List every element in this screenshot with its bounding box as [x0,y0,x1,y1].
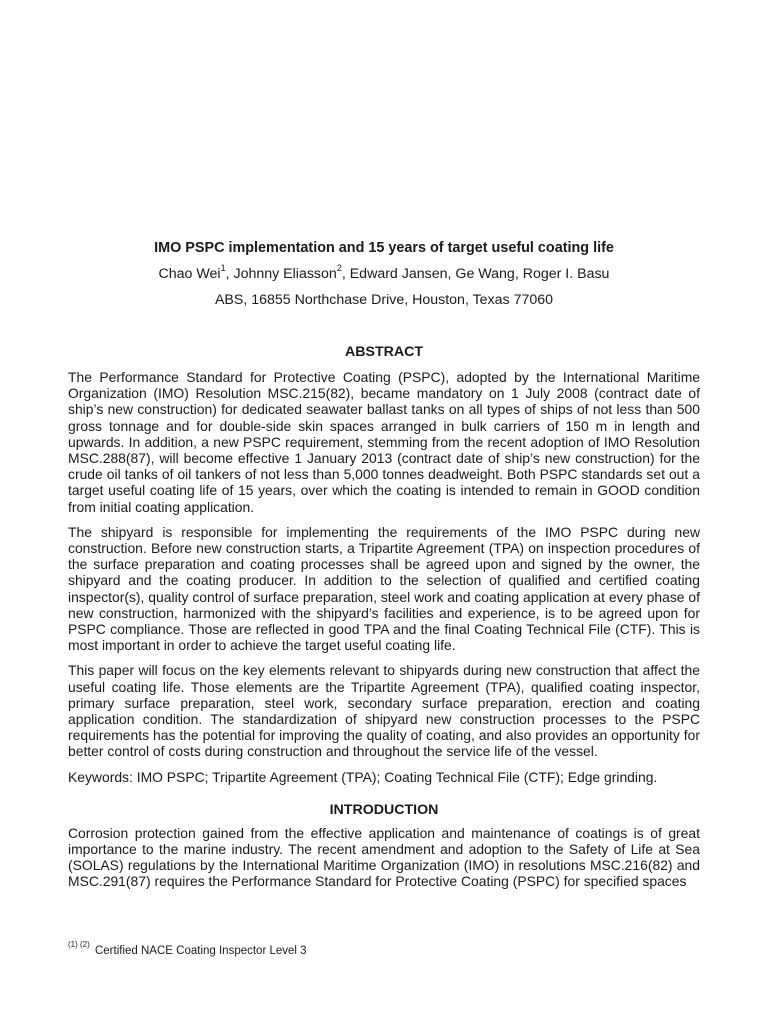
author-name: Chao Wei [158,266,221,282]
author-separator: , [514,266,523,282]
author-affiliation-mark: 2 [336,263,342,274]
abstract-paragraph: The Performance Standard for Protective Coating (PSPC), adopted by the International Maritime Organization (IMO) Resolution MSC.215(82), became mandatory on 1 July 2008 (contract date of ship’s new construction) for dedicated seawater ballast tanks on all types of ships of not less than 500 gross tonnage and for double-side skin spaces arranged in bulk carriers of 150 m in length and upwards. In addition, a new PSPC requirement, stemming from the recent adoption of IMO Resolution MSC.288(87), will become effective 1 January 2013 (contract date of ship’s new construction) for the crude oil tanks of oil tankers of not less than 5,000 tonnes deadweight. Both PSPC standards set out a target useful coating life of 15 years, over which the coating is intended to remain in GOOD condition from initial coating application. [68,369,700,515]
author-name: Edward Jansen [349,266,448,282]
author-name: Roger I. Basu [522,266,610,282]
keywords-line: Keywords: IMO PSPC; Tripartite Agreement (TPA); Coating Technical File (CTF); Edge grinding. [68,768,658,785]
footnote-text: Certified NACE Coating Inspector Level 3 [94,945,307,957]
author-name: Ge Wang [455,266,515,282]
introduction-heading: INTRODUCTION [329,801,439,818]
author-separator: , [447,266,456,282]
author-name: Johnny Eliasson [233,266,337,282]
abstract-paragraph: This paper will focus on the key elements relevant to shipyards during new construction that affect the useful coating life. Those elements are the Tripartite Agreement (TPA), qualified coating inspector, primary surface preparation, steel work, secondary surface preparation, erection and coating application condition. The standardization of shipyard new construction processes to the PSPC requirements has the potential for improving the quality of coating, and also provides an opportunity for better control of costs during construction and throughout the service life of the vessel. [68,662,700,760]
page-content [68,238,700,899]
abstract-paragraph: The shipyard is responsible for implementing the requirements of the IMO PSPC during new construction. Before new construction starts, a Tripartite Agreement (TPA) on inspection procedures of the surface preparation and coating processes shall be agreed upon and signed by the owner, the shipyard and the coating producer. In addition to the selection of qualified and certified coating inspector(s), quality control of surface preparation, steel work and coating application at every phase of new construction, harmonized with the shipyard’s facilities and experience, is to be agreed upon for PSPC compliance. Those are reflected in good TPA and the final Coating Technical File (CTF). This is most important in order to achieve the target useful coating life. [68,523,700,654]
author-separator: , [341,266,350,282]
author-affiliation: ABS, 16855 Northchase Drive, Houston, Texas 77060 [214,292,554,308]
footnote-marks: (1) (2) [68,940,90,950]
paper-title: IMO PSPC implementation and 15 years of target useful coating life [154,240,614,256]
footnote [68,940,307,959]
author-affiliation-mark: 1 [220,263,226,274]
author-separator: , [225,266,234,282]
author-list [68,264,700,284]
abstract-heading: ABSTRACT [344,344,424,360]
introduction-paragraph: Corrosion protection gained from the effective application and maintenance of coatings is of great importance to the marine industry. The recent amendment and adoption to the Safety of Life at Sea (SOLAS) regulations by the International Maritime Organization (IMO) in resolutions MSC.216(82) and MSC.291(87) requires the Performance Standard for Protective Coating (PSPC) for specified spaces [68,824,700,890]
